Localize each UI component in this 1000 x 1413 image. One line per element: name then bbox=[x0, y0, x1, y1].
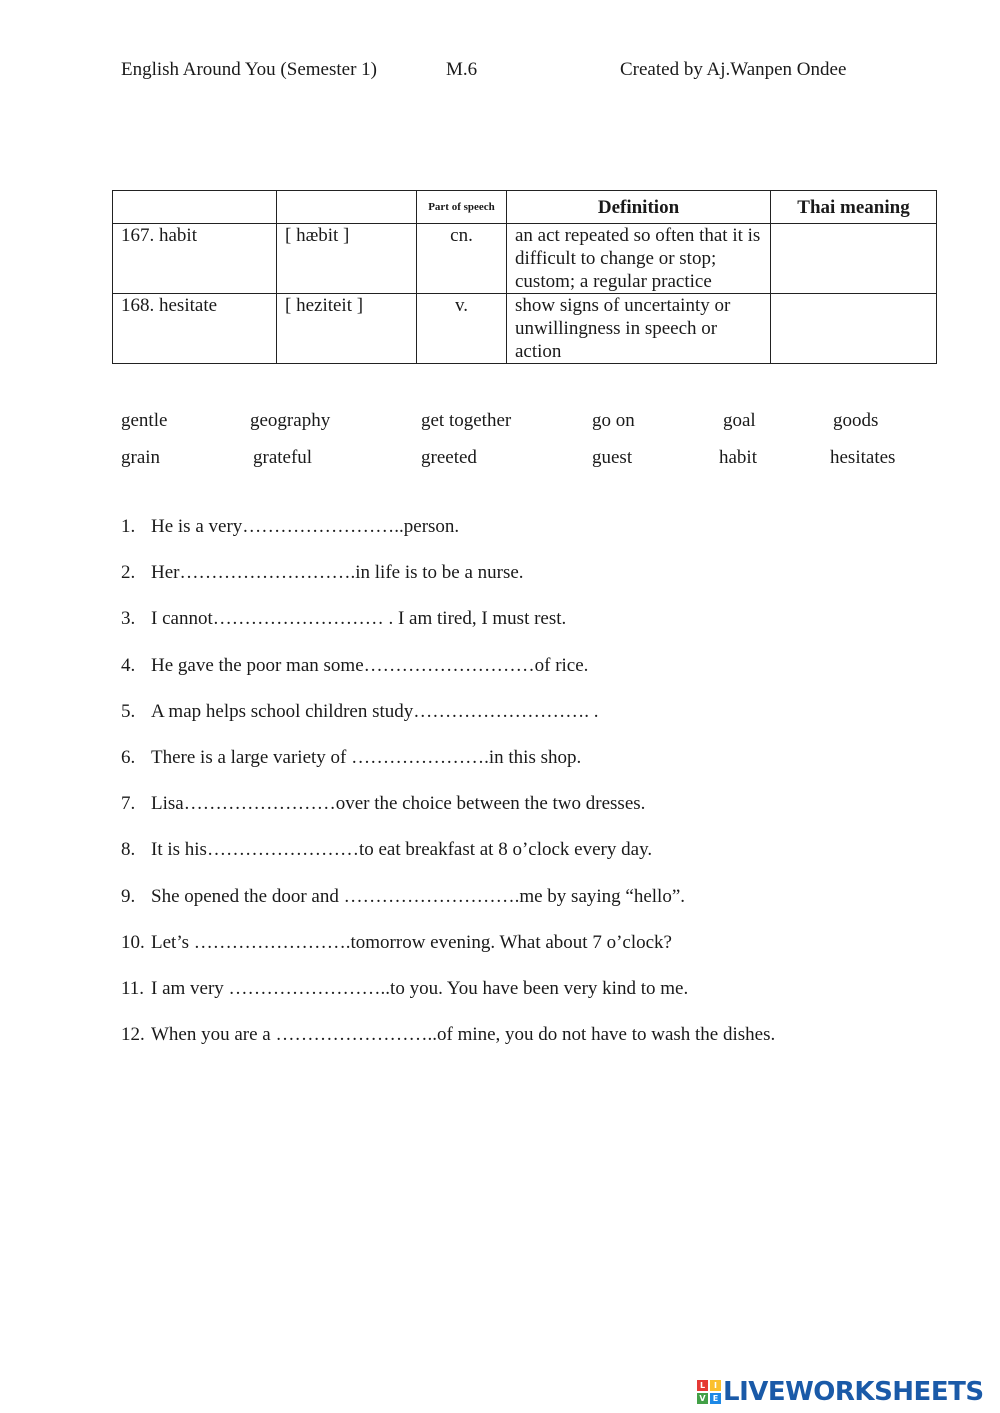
question-text: He is a very……………………..person. bbox=[151, 516, 460, 537]
definition-cell: an act repeated so often that it is difficult to change or stop; custom; a regular practice bbox=[507, 224, 771, 294]
question-item[interactable] bbox=[121, 1022, 981, 1068]
question-text: Her……………………….in life is to be a nurse. bbox=[151, 562, 524, 584]
question-text: It is his……………………to eat breakfast at 8 o’clock every day. bbox=[151, 839, 653, 861]
thai-meaning-cell[interactable] bbox=[771, 224, 937, 294]
logo-icon bbox=[697, 1380, 721, 1404]
thai-meaning-cell[interactable] bbox=[771, 294, 937, 364]
word-cell: 168. hesitate bbox=[113, 294, 277, 364]
header-thai-meaning: Thai meaning bbox=[771, 191, 937, 224]
word-bank-item: goal bbox=[723, 410, 756, 431]
question-text: A map helps school children study………………………. . bbox=[151, 700, 599, 722]
question-text: He gave the poor man some………………………of rice. bbox=[151, 654, 589, 676]
question-number: 2. bbox=[121, 562, 136, 584]
table-header-row bbox=[113, 191, 937, 224]
question-item[interactable] bbox=[121, 884, 981, 930]
liveworksheets-logo[interactable] bbox=[697, 1377, 984, 1407]
definition-cell: show signs of uncertainty or unwillingness in speech or action bbox=[507, 294, 771, 364]
question-number: 10. bbox=[121, 931, 145, 953]
question-item[interactable] bbox=[121, 699, 981, 745]
question-item[interactable] bbox=[121, 606, 981, 652]
table-row bbox=[113, 294, 937, 364]
question-text: She opened the door and ……………………….me by saying “hello”. bbox=[151, 885, 686, 907]
word-bank-item: habit bbox=[719, 447, 757, 468]
question-item[interactable] bbox=[121, 653, 981, 699]
question-text: When you are a ……………………..of mine, you do not have to wash the dishes. bbox=[151, 1024, 776, 1046]
logo-tile: I bbox=[710, 1380, 721, 1391]
question-item[interactable] bbox=[121, 514, 981, 560]
pos-cell: v. bbox=[417, 294, 507, 364]
question-text: Lisa……………………over the choice between the two dresses. bbox=[151, 793, 646, 815]
question-item[interactable] bbox=[121, 930, 981, 976]
word-bank-item: hesitates bbox=[830, 447, 896, 468]
question-number: 9. bbox=[121, 885, 136, 907]
phonetic-cell: [ hæbit ] bbox=[277, 224, 417, 294]
question-number: 4. bbox=[121, 654, 136, 676]
question-list bbox=[121, 514, 981, 1068]
question-text: There is a large variety of ………………….in this shop. bbox=[151, 746, 582, 768]
header-title: English Around You (Semester 1) bbox=[121, 59, 377, 80]
pos-cell: cn. bbox=[417, 224, 507, 294]
header-word bbox=[113, 191, 277, 224]
word-bank-item: grateful bbox=[253, 447, 313, 468]
header-phonetic bbox=[277, 191, 417, 224]
question-item[interactable] bbox=[121, 837, 981, 883]
word-bank-item: gentle bbox=[121, 410, 168, 431]
question-number: 1. bbox=[121, 516, 136, 537]
logo-text: LIVEWORKSHEETS bbox=[723, 1377, 984, 1407]
question-number: 7. bbox=[121, 793, 136, 815]
question-text: Let’s …………………….tomorrow evening. What about 7 o’clock? bbox=[151, 931, 672, 953]
header-credit: Created by Aj.Wanpen Ondee bbox=[620, 59, 847, 80]
word-bank-item: grain bbox=[121, 447, 161, 468]
word-bank-item: get together bbox=[421, 410, 512, 431]
word-bank-item: guest bbox=[592, 447, 633, 468]
question-item[interactable] bbox=[121, 745, 981, 791]
question-item[interactable] bbox=[121, 791, 981, 837]
question-text: I am very ……………………..to you. You have been very kind to me. bbox=[151, 977, 689, 999]
word-bank-item: geography bbox=[250, 410, 331, 431]
question-item[interactable] bbox=[121, 976, 981, 1022]
question-item[interactable] bbox=[121, 560, 981, 606]
question-text: I cannot……………………… . I am tired, I must rest. bbox=[151, 608, 567, 630]
word-bank-item: go on bbox=[592, 410, 635, 431]
logo-tile: E bbox=[710, 1393, 721, 1404]
word-bank-item: greeted bbox=[421, 447, 477, 468]
question-number: 11. bbox=[121, 977, 145, 999]
logo-tile: V bbox=[697, 1393, 708, 1404]
question-number: 8. bbox=[121, 839, 136, 861]
table-row bbox=[113, 224, 937, 294]
word-cell: 167. habit bbox=[113, 224, 277, 294]
word-bank-item: goods bbox=[833, 410, 879, 431]
phonetic-cell: [ heziteit ] bbox=[277, 294, 417, 364]
logo-tile: L bbox=[697, 1380, 708, 1391]
vocabulary-table bbox=[112, 190, 937, 364]
question-number: 12. bbox=[121, 1024, 145, 1046]
header-part-of-speech: Part of speech bbox=[417, 191, 507, 224]
header-definition: Definition bbox=[507, 191, 771, 224]
question-number: 5. bbox=[121, 700, 136, 722]
question-number: 6. bbox=[121, 746, 136, 768]
question-number: 3. bbox=[121, 608, 136, 630]
header-level: M.6 bbox=[446, 59, 478, 80]
